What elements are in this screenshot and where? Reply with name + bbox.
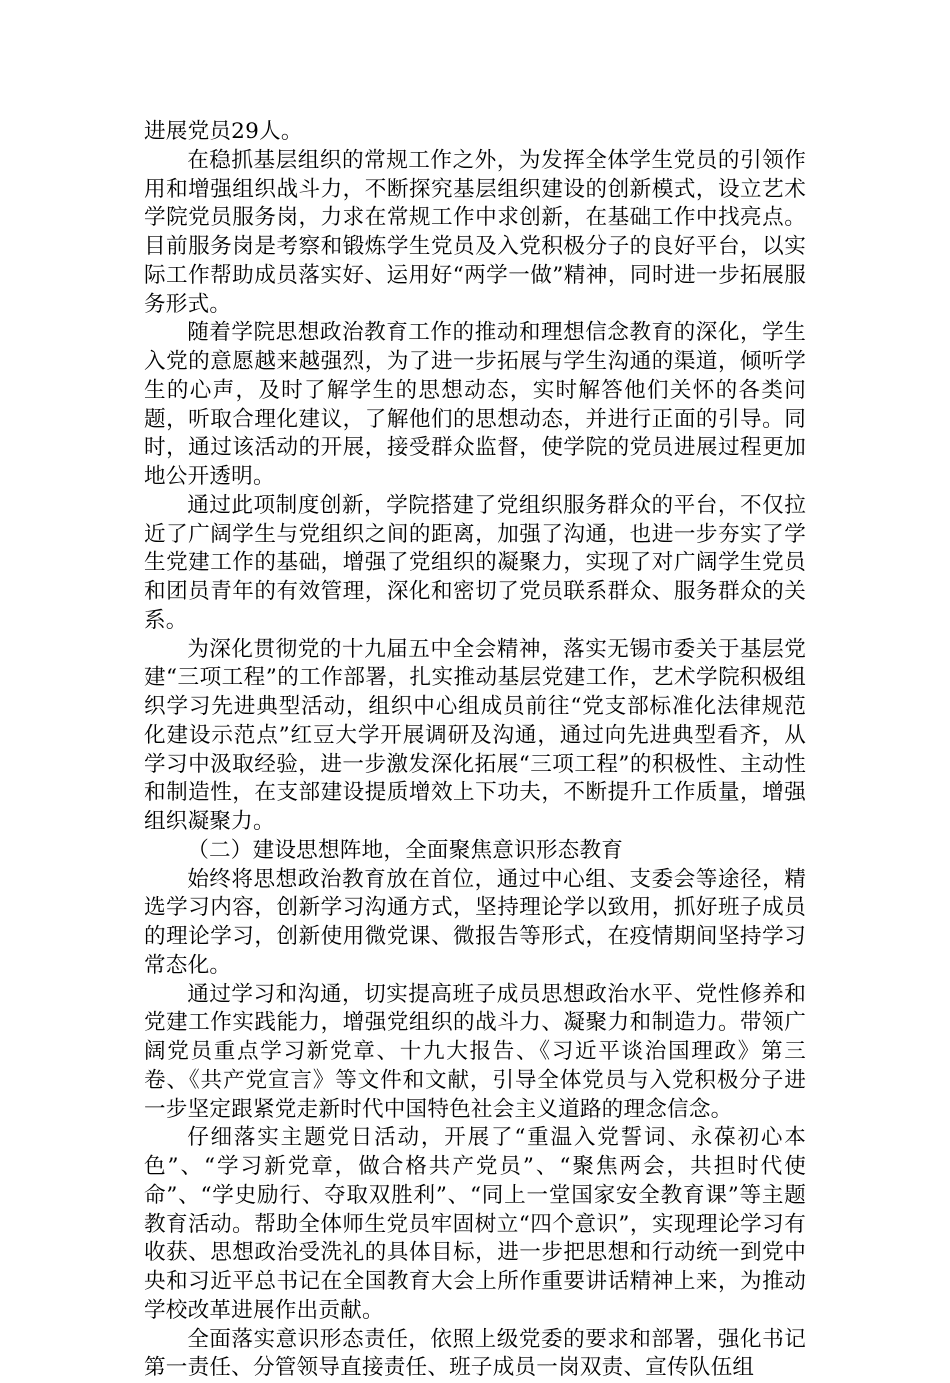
paragraph-8: 仔细落实主题党日活动，开展了“重温入党誓词、永葆初心本色”、“学习新党章，做合格共产党员”、“聚焦两会，共担时代使命”、“学史励行、夺取双胜利”、“同上一堂国家安全教育课”等主题教育活动。帮助全体师生党员牢固树立“四个意识”，实现理论学习有收获、思想政治受洗礼的具体目标，进一步把思想和行动统一到党中央和习近平总书记在全国教育大会上所作重要讲话精神上来，为推动学校改革进展作出贡献。 [144, 1124, 806, 1325]
section-heading: （二）建设思想阵地，全面聚焦意识形态教育 [144, 837, 806, 866]
paragraph-1: 进展党员29人。 [144, 118, 806, 147]
paragraph-7: 通过学习和沟通，切实提高班子成员思想政治水平、党性修养和党建工作实践能力，增强党组织的战斗力、凝聚力和制造力。带领广阔党员重点学习新党章、十九大报告、《习近平谈治国理政》第三卷、《共产党宣言》等文件和文献，引导全体党员与入党积极分子进一步坚定跟紧党走新时代中国特色社会主义道路的理念信念。 [144, 981, 806, 1125]
paragraph-3: 随着学院思想政治教育工作的推动和理想信念教育的深化，学生入党的意愿越来越强烈，为了进一步拓展与学生沟通的渠道，倾听学生的心声，及时了解学生的思想动态，实时解答他们关怀的各类问题，听取合理化建议，了解他们的思想动态，并进行正面的引导。同时，通过该活动的开展，接受群众监督，使学院的党员进展过程更加地公开透明。 [144, 319, 806, 492]
paragraph-5: 为深化贯彻党的十九届五中全会精神，落实无锡市委关于基层党建“三项工程”的工作部署，扎实推动基层党建工作，艺术学院积极组织学习先进典型活动，组织中心组成员前往“党支部标准化法律规范化建设示范点”红豆大学开展调研及沟通，通过向先进典型看齐，从学习中汲取经验，进一步激发深化拓展“三项工程”的积极性、主动性和制造性，在支部建设提质增效上下功夫，不断提升工作质量，增强组织凝聚力。 [144, 636, 806, 837]
paragraph-6: 始终将思想政治教育放在首位，通过中心组、支委会等途径，精选学习内容，创新学习沟通方式，坚持理论学以致用，抓好班子成员的理论学习，创新使用微党课、微报告等形式，在疫情期间坚持学习常态化。 [144, 866, 806, 981]
document-body [144, 118, 806, 1383]
paragraph-2: 在稳抓基层组织的常规工作之外，为发挥全体学生党员的引领作用和增强组织战斗力，不断探究基层组织建设的创新模式，设立艺术学院党员服务岗，力求在常规工作中求创新，在基础工作中找亮点。目前服务岗是考察和锻炼学生党员及入党积极分子的良好平台，以实际工作帮助成员落实好、运用好“两学一做”精神，同时进一步拓展服务形式。 [144, 147, 806, 320]
paragraph-9: 全面落实意识形态责任，依照上级党委的要求和部署，强化书记第一责任、分管领导直接责任、班子成员一岗双责、宣传队伍组 [144, 1326, 806, 1383]
paragraph-4: 通过此项制度创新，学院搭建了党组织服务群众的平台，不仅拉近了广阔学生与党组织之间的距离，加强了沟通，也进一步夯实了学生党建工作的基础，增强了党组织的凝聚力，实现了对广阔学生党员和团员青年的有效管理，深化和密切了党员联系群众、服务群众的关系。 [144, 492, 806, 636]
